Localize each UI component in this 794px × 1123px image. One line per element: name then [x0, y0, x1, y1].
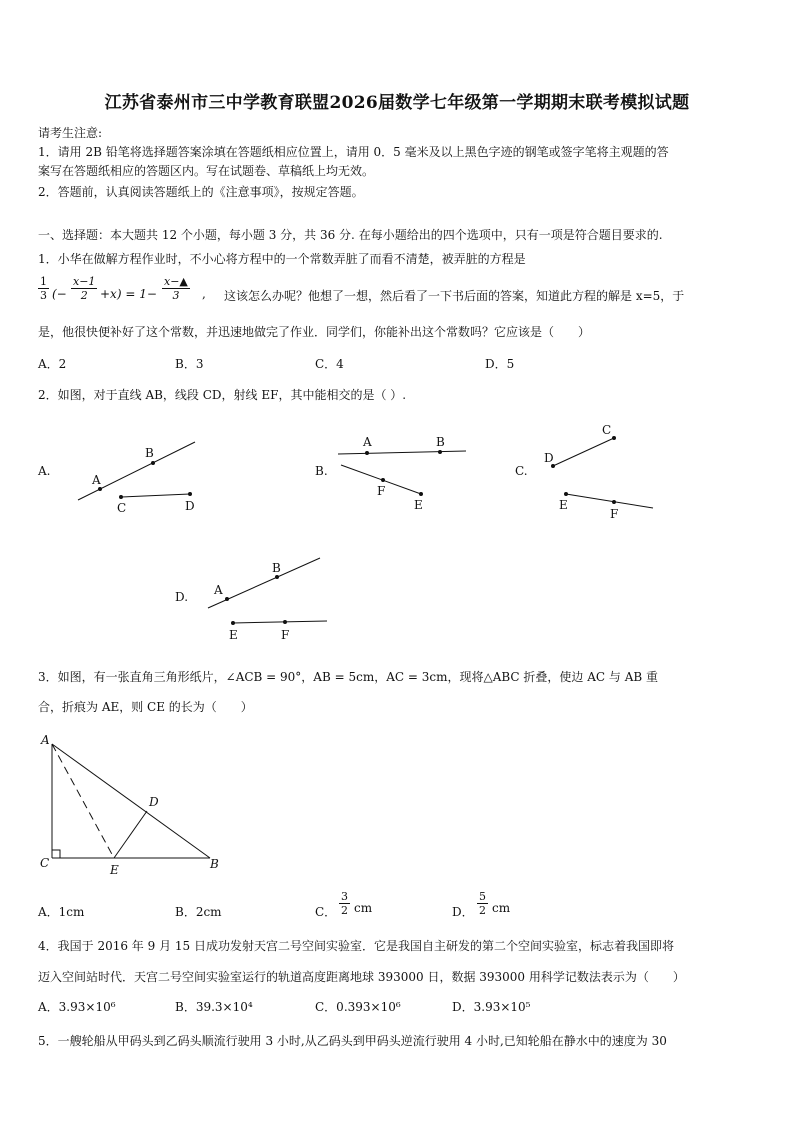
q3-option-c-unit: cm [354, 901, 373, 915]
q1-option-b[interactable]: B．3 [175, 357, 204, 371]
q1-frac-one-third: $\frac{1}{3}$ [40, 275, 47, 302]
q2-option-b[interactable]: B. [315, 464, 328, 478]
q2d-label-b: B [272, 561, 281, 575]
q2b-label-f: F [377, 484, 386, 498]
q2c-label-c: C [602, 423, 612, 437]
q2a-label-a: A [92, 473, 101, 487]
section-heading: 一、选择题：本大题共 12 个小题，每小题 3 分，共 36 分. 在每小题给出的四个选项中，只有一项是符合题目要求的. [38, 228, 663, 242]
q3-label-a: A [41, 733, 50, 747]
q2b-label-a: A [363, 435, 372, 449]
q1-eq-open: (− [52, 287, 67, 301]
q2c-label-d: D [544, 451, 554, 465]
q1-line1: 1．小华在做解方程作业时，不小心将方程中的一个常数弄脏了而看不清楚，被弄脏的方程是 [38, 252, 526, 266]
q2-text: 2．如图，对于直线 AB，线段 CD，射线 EF，其中能相交的是（ ）. [38, 388, 407, 402]
q2-option-c[interactable]: C. [515, 464, 528, 478]
notice-item-1a: 1．请用 2B 铅笔将选择题答案涂填在答题纸相应位置上，请用 0．5 毫米及以上黑色字迹的钢笔或签字笔将主观题的答 [38, 145, 669, 159]
q2c-label-f: F [610, 507, 619, 521]
q4-option-c[interactable]: C．0.393×10⁶ [315, 1000, 401, 1014]
q1-frac-x-minus-1: $\frac{x-1}{2}$ [73, 275, 96, 302]
page-title: 江苏省泰州市三中学教育联盟2026届数学七年级第一学期期末联考模拟试题 [104, 93, 690, 113]
q1-eq-mid: +x) = 1− [100, 287, 157, 301]
q2d-label-e: E [229, 628, 238, 642]
q1-option-d[interactable]: D．5 [485, 357, 515, 371]
q2a-label-c: C [117, 501, 127, 515]
q4-line2: 迈入空间站时代．天宫二号空间实验室运行的轨道高度距离地球 393000 日，数据 393000 用科学记数法表示为（ ） [38, 970, 685, 984]
q2a-label-b: B [145, 446, 154, 460]
q2b-label-e: E [414, 498, 423, 512]
q1-line2: 这该怎么办呢？他想了一想，然后看了一下书后面的答案，知道此方程的解是 x=5，于 [224, 289, 685, 303]
q2c-label-e: E [559, 498, 568, 512]
q3-label-b: B [210, 857, 219, 871]
q3-option-c-frac: $\frac{3}{2}$ [341, 890, 348, 917]
q2a-label-d: D [185, 499, 195, 513]
q4-option-a[interactable]: A．3.93×10⁶ [38, 1000, 116, 1014]
q3-option-b[interactable]: B．2cm [175, 905, 222, 919]
q3-label-e: E [110, 863, 119, 877]
q3-line2: 合，折痕为 AE，则 CE 的长为（ ） [38, 700, 253, 714]
q4-option-b[interactable]: B．39.3×10⁴ [175, 1000, 253, 1014]
q1-line3: 是，他很快便补好了这个常数，并迅速地做完了作业．同学们，你能补出这个常数吗？它应该是（ ） [38, 325, 591, 339]
notice-item-2: 2．答题前，认真阅读答题纸上的《注意事项》，按规定答题。 [38, 185, 364, 199]
q1-option-c[interactable]: C．4 [315, 357, 344, 371]
notice-item-1b: 案写在答题纸相应的答题区内。写在试题卷、草稿纸上均无效。 [38, 164, 375, 178]
q5-line1: 5．一艘轮船从甲码头到乙码头顺流行驶用 3 小时,从乙码头到甲码头逆流行驶用 4 小时,已知轮船在静水中的速度为 30 [38, 1034, 667, 1048]
q2-option-d[interactable]: D. [175, 590, 189, 604]
q3-option-d-unit: cm [492, 901, 511, 915]
q3-line1: 3．如图，有一张直角三角形纸片，∠ACB = 90°，AB = 5cm，AC = 3cm，现将△ABC 折叠，使边 AC 与 AB 重 [38, 670, 659, 684]
q2d-label-f: F [281, 628, 290, 642]
q1-option-a[interactable]: A．2 [38, 357, 67, 371]
q1-frac-x-minus-blot: $\frac{x-▲}{3}$ [164, 275, 188, 302]
q4-option-d[interactable]: D．3.93×10⁵ [452, 1000, 531, 1014]
q3-label-c: C [40, 856, 50, 870]
q2d-label-a: A [214, 583, 223, 597]
q3-option-a[interactable]: A．1cm [38, 905, 85, 919]
q3-label-d: D [149, 795, 159, 809]
q2b-label-b: B [436, 435, 445, 449]
notice-heading: 请考生注意: [38, 126, 103, 140]
q3-option-d-frac: $\frac{5}{2}$ [479, 890, 486, 917]
q3-option-d-label: D． [452, 905, 474, 919]
q1-eq-comma: , [202, 287, 206, 301]
q2-option-a[interactable]: A. [38, 464, 51, 478]
q3-option-c-label: C． [315, 905, 337, 919]
q4-line1: 4．我国于 2016 年 9 月 15 日成功发射天宫二号空间实验室．它是我国自主研发的第二个空间实验室，标志着我国即将 [38, 939, 674, 953]
